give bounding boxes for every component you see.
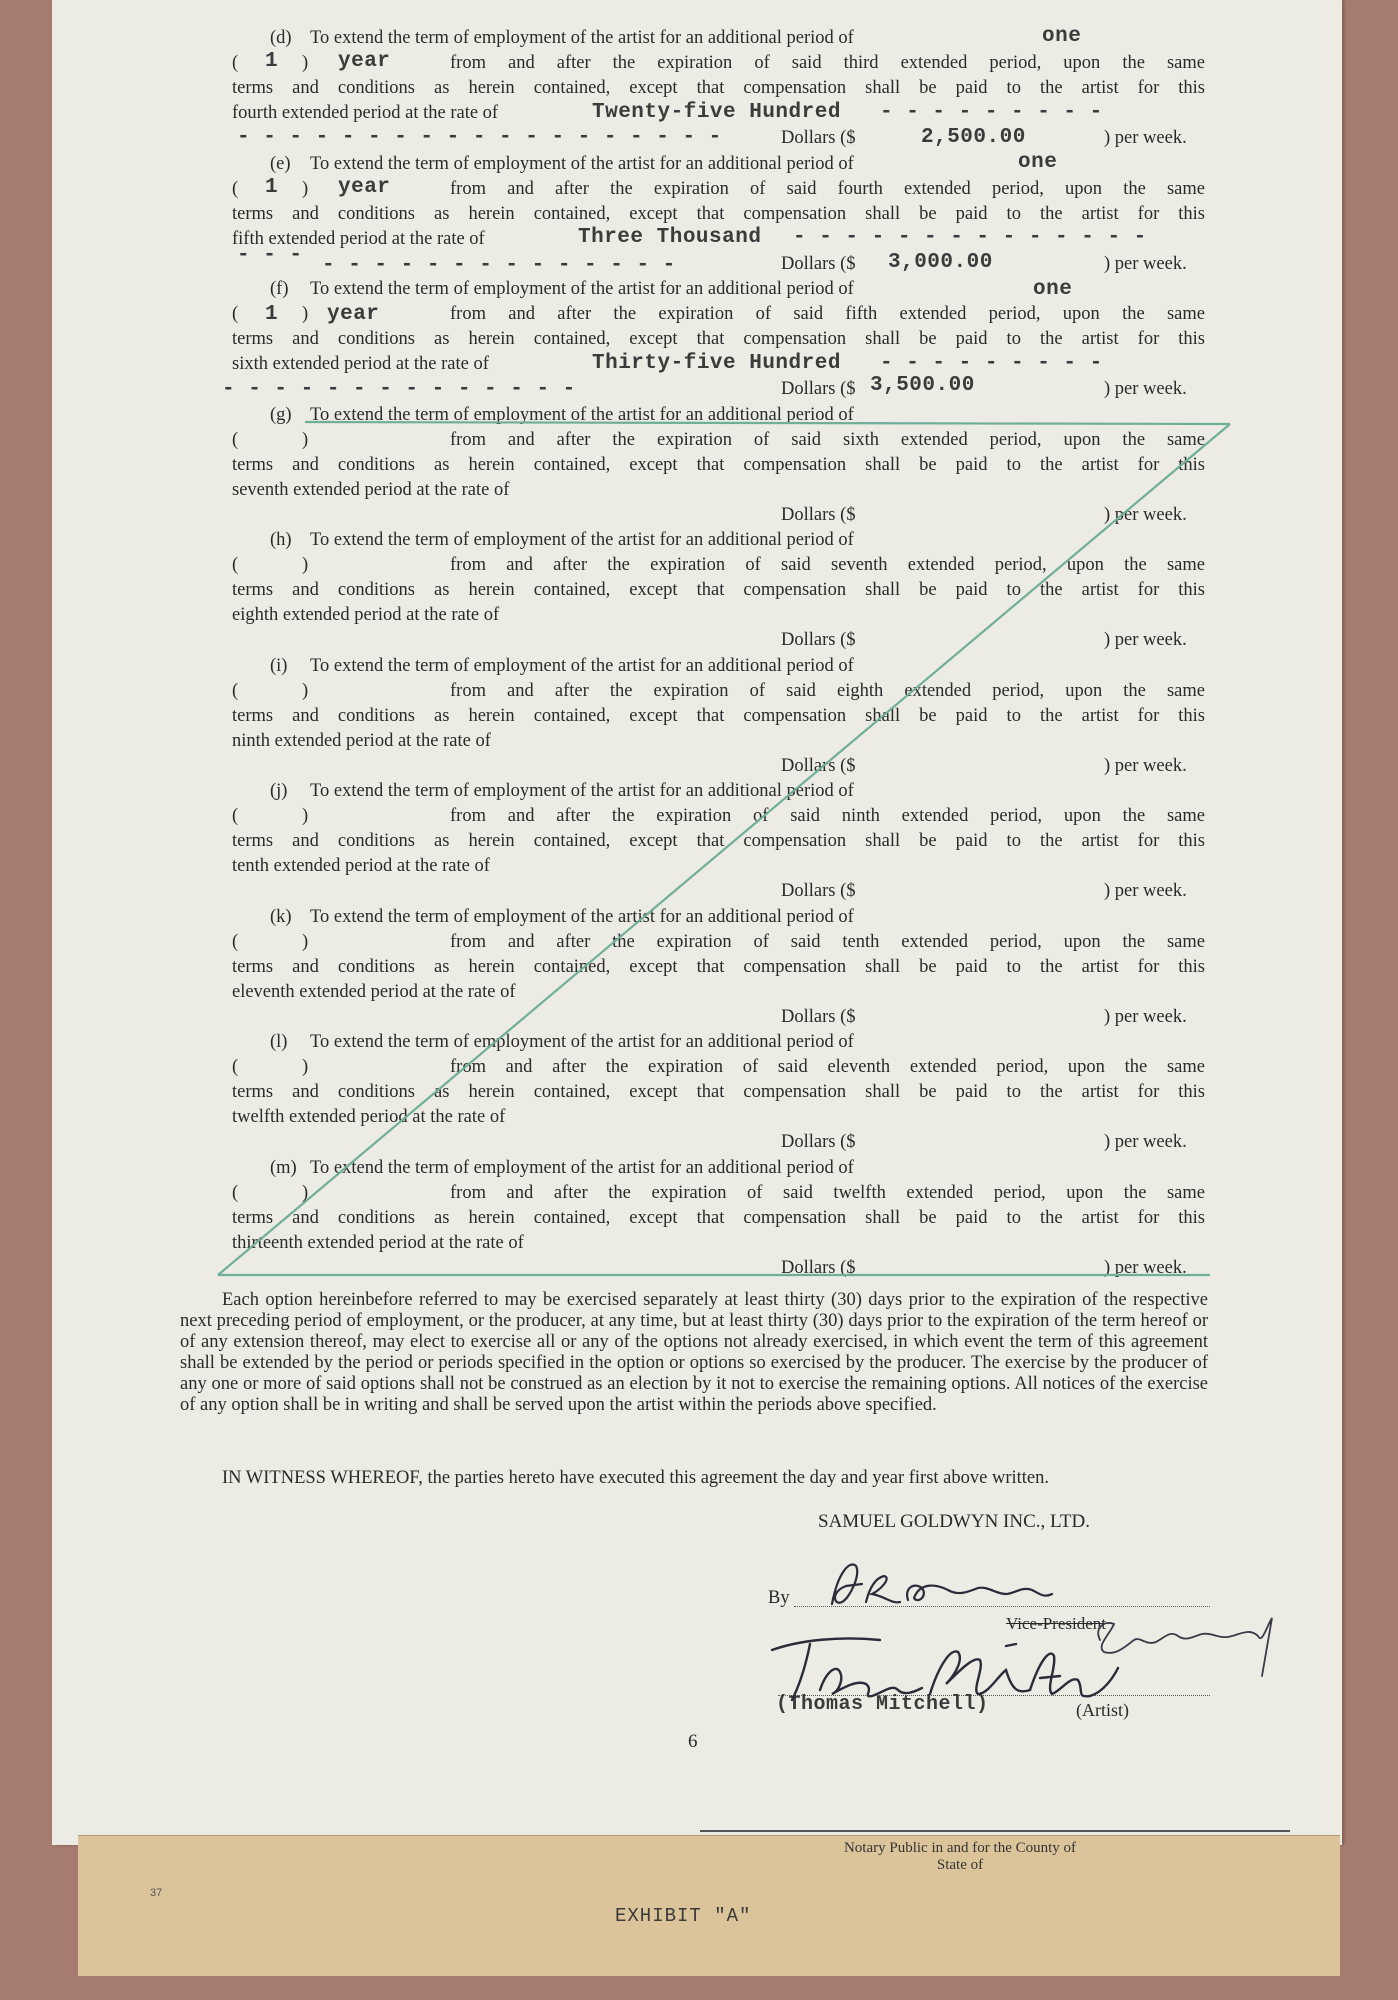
dollars-label: Dollars ($: [781, 504, 856, 525]
clause-line-1: To extend the term of employment of the artist for an additional period of: [310, 530, 854, 550]
clause-line-3: terms and conditions as herein contained, except that compensation shall be paid to the artist for this: [232, 203, 1205, 224]
typed-num-e: 1: [265, 176, 279, 199]
clause-close-paren: ): [302, 555, 309, 575]
clause-line-3: terms and conditions as herein contained, except that compensation shall be paid to the artist for this: [232, 1207, 1205, 1228]
clause-line-3: terms and conditions as herein contained, except that compensation shall be paid to the artist for this: [232, 956, 1205, 977]
witness-paragraph: IN WITNESS WHEREOF, the parties hereto have executed this agreement the day and year first above written.: [222, 1468, 1049, 1488]
clause-open-paren: (: [232, 304, 239, 324]
clause-line-2: from and after the expiration of said fourth extended period, upon the same: [450, 178, 1205, 199]
clause-open-paren: (: [232, 931, 239, 952]
typed-rate-d: Twenty-five Hundred: [592, 101, 841, 124]
clause-open-paren: (: [232, 806, 239, 826]
clause-line-4: sixth extended period at the rate of: [232, 354, 489, 374]
clause-letter: (l): [270, 1032, 288, 1052]
notary-line-2: State of: [936, 1857, 984, 1873]
clause-line-3: terms and conditions as herein contained, except that compensation shall be paid to the artist for this: [232, 580, 1205, 600]
per-week-label: ) per week.: [1104, 630, 1187, 650]
vice-president-label: Vice-President: [1006, 1614, 1106, 1633]
dollars-label: Dollars ($: [781, 1132, 856, 1152]
per-week-label: ) per week.: [1104, 379, 1187, 399]
clause-letter: (e): [270, 153, 291, 174]
company-signature-line: [794, 1606, 1210, 1607]
typed-rate-e: Three Thousand: [578, 226, 762, 249]
typed-year-d: year: [338, 50, 391, 73]
typed-period-e: one: [1018, 151, 1058, 174]
clause-line-4: tenth extended period at the rate of: [232, 856, 490, 876]
clause-line-1: To extend the term of employment of the artist for an additional period of: [310, 781, 854, 801]
clause-line-3: terms and conditions as herein contained, except that compensation shall be paid to the artist for this: [232, 1082, 1205, 1102]
typed-dashes-f2: - - - - - - - - - - - - - -: [222, 378, 576, 401]
clause-line-2: from and after the expiration of said sixth extended period, upon the same: [450, 429, 1205, 450]
clause-close-paren: ): [302, 304, 309, 324]
clause-line-1: To extend the term of employment of the artist for an additional period of: [310, 1157, 854, 1178]
company-name: SAMUEL GOLDWYN INC., LTD.: [818, 1511, 1090, 1532]
dollars-label: Dollars ($: [781, 755, 856, 776]
clause-open-paren: (: [232, 429, 239, 450]
typed-year-e: year: [338, 176, 391, 199]
typed-dashes-e0: - - -: [237, 244, 303, 267]
clause-letter: (k): [270, 906, 292, 927]
by-label: By: [768, 1588, 790, 1608]
clause-open-paren: (: [232, 1182, 239, 1203]
clause-line-4: thirteenth extended period at the rate of: [232, 1232, 524, 1253]
clause-line-2: from and after the expiration of said ninth extended period, upon the same: [450, 806, 1205, 826]
clause-open-paren: (: [232, 178, 239, 199]
typed-period-f: one: [1033, 278, 1073, 301]
clause-line-4: fourth extended period at the rate of: [232, 103, 499, 123]
typed-artist-name: (Thomas Mitchell): [776, 1693, 989, 1716]
per-week-label: ) per week.: [1104, 1132, 1187, 1152]
typed-year-f: year: [327, 303, 380, 326]
clause-line-3: terms and conditions as herein contained, except that compensation shall be paid to the artist for this: [232, 705, 1205, 726]
exhibit-stamp: EXHIBIT "A": [615, 1905, 752, 1927]
clause-line-2: from and after the expiration of said eighth extended period, upon the same: [450, 680, 1205, 701]
clause-line-3: terms and conditions as herein contained, except that compensation shall be paid to the artist for this: [232, 78, 1205, 98]
clause-line-2: from and after the expiration of said tenth extended period, upon the same: [450, 931, 1205, 952]
notary-line-1: Notary Public in and for the County of: [843, 1840, 1077, 1856]
clause-line-4: ninth extended period at the rate of: [232, 730, 491, 751]
per-week-label: ) per week.: [1104, 755, 1187, 776]
clause-open-paren: (: [232, 1057, 239, 1077]
dollars-label: Dollars ($: [781, 379, 856, 399]
clause-close-paren: ): [302, 1182, 309, 1203]
typed-amount-e: 3,000.00: [888, 251, 993, 274]
clause-line-3: terms and conditions as herein contained, except that compensation shall be paid to the artist for this: [232, 329, 1205, 349]
clause-line-1: To extend the term of employment of the artist for an additional period of: [310, 655, 854, 676]
dollars-label: Dollars ($: [781, 630, 856, 650]
options-paragraph: Each option hereinbefore referred to may be exercised separately at least thirty (30) days prior to the expiration of the respective next preceding period of employment, or the producer, at any time, but at least thirty (30) days prior to the expiration of the term hereof or of any extension thereof, may elect to exercise all or any of the options not already exercised, in which event the term of this agreement shall be extended by the period or periods specified in the option or options so exercised by the producer. The exercise by the producer of any one or more of said options shall not be construed as an election by it not to exercise the remaining options. All notices of the exercise of any option shall be in writing and shall be served upon the artist within the periods above specified.: [180, 1290, 1208, 1415]
clause-line-1: To extend the term of employment of the artist for an additional period of: [310, 153, 854, 174]
clause-close-paren: ): [302, 53, 309, 73]
clause-close-paren: ): [302, 178, 309, 199]
clause-letter: (j): [270, 781, 288, 801]
typed-amount-f: 3,500.00: [870, 374, 975, 397]
stub-number: 37: [150, 1887, 163, 1899]
clause-line-2: from and after the expiration of said eleventh extended period, upon the same: [450, 1057, 1205, 1077]
typed-dashes-d2: - - - - - - - - - - - - - - - - - - -: [237, 126, 722, 149]
dollars-label: Dollars ($: [781, 1006, 856, 1027]
clause-close-paren: ): [302, 806, 309, 826]
typed-num-f: 1: [265, 303, 279, 326]
clause-letter: (d): [270, 28, 292, 48]
clause-line-4: seventh extended period at the rate of: [232, 479, 510, 500]
dollars-label: Dollars ($: [781, 881, 856, 901]
clause-line-1: To extend the term of employment of the artist for an additional period of: [310, 28, 854, 48]
clause-close-paren: ): [302, 1057, 309, 1077]
clause-open-paren: (: [232, 53, 239, 73]
per-week-label: ) per week.: [1104, 128, 1187, 148]
notary-block: [700, 1840, 1220, 1874]
dollars-label: Dollars ($: [781, 1257, 856, 1278]
notary-signature-line: [700, 1830, 1290, 1832]
clause-open-paren: (: [232, 555, 239, 575]
clause-line-4: twelfth extended period at the rate of: [232, 1107, 506, 1127]
page-number: 6: [688, 1731, 698, 1752]
clause-line-2: from and after the expiration of said seventh extended period, upon the same: [450, 555, 1205, 575]
clause-line-3: terms and conditions as herein contained, except that compensation shall be paid to the artist for this: [232, 454, 1205, 475]
clause-letter: (h): [270, 530, 292, 550]
typed-dashes-d1: - - - - - - - - -: [880, 101, 1103, 124]
clause-line-4: eleventh extended period at the rate of: [232, 981, 516, 1002]
clause-line-1: To extend the term of employment of the artist for an additional period of: [310, 1032, 854, 1052]
clause-line-1: To extend the term of employment of the artist for an additional period of: [310, 906, 854, 927]
clause-line-2: from and after the expiration of said third extended period, upon the same: [450, 53, 1205, 73]
per-week-label: ) per week.: [1104, 253, 1187, 274]
clause-letter: (i): [270, 655, 288, 676]
dollars-label: Dollars ($: [781, 128, 856, 148]
typed-period-d: one: [1042, 25, 1082, 48]
artist-label: (Artist): [1076, 1700, 1129, 1720]
typed-dashes-e1: - - - - - - - - - - - - - -: [793, 226, 1147, 249]
clause-line-2: from and after the expiration of said fifth extended period, upon the same: [450, 304, 1205, 324]
clause-letter: (g): [270, 404, 292, 425]
clause-open-paren: (: [232, 680, 239, 701]
per-week-label: ) per week.: [1104, 504, 1187, 525]
per-week-label: ) per week.: [1104, 1006, 1187, 1027]
clause-letter: (f): [270, 279, 289, 299]
clause-line-4: fifth extended period at the rate of: [232, 228, 485, 249]
typed-dashes-e2: - - - - - - - - - - - - - -: [322, 254, 676, 277]
clause-line-4: eighth extended period at the rate of: [232, 605, 500, 625]
typed-rate-f: Thirty-five Hundred: [592, 352, 841, 375]
typed-num-d: 1: [265, 50, 279, 73]
clause-line-2: from and after the expiration of said twelfth extended period, upon the same: [450, 1182, 1205, 1203]
typed-amount-d: 2,500.00: [921, 126, 1026, 149]
clause-close-paren: ): [302, 931, 309, 952]
typed-dashes-f1: - - - - - - - - -: [880, 352, 1103, 375]
clause-line-3: terms and conditions as herein contained, except that compensation shall be paid to the artist for this: [232, 831, 1205, 851]
clause-line-1: To extend the term of employment of the artist for an additional period of: [310, 404, 854, 425]
clause-close-paren: ): [302, 429, 309, 450]
clause-line-1: To extend the term of employment of the artist for an additional period of: [310, 279, 854, 299]
dollars-label: Dollars ($: [781, 253, 856, 274]
per-week-label: ) per week.: [1104, 881, 1187, 901]
per-week-label: ) per week.: [1104, 1257, 1187, 1278]
clause-letter: (m): [270, 1157, 297, 1178]
clause-close-paren: ): [302, 680, 309, 701]
